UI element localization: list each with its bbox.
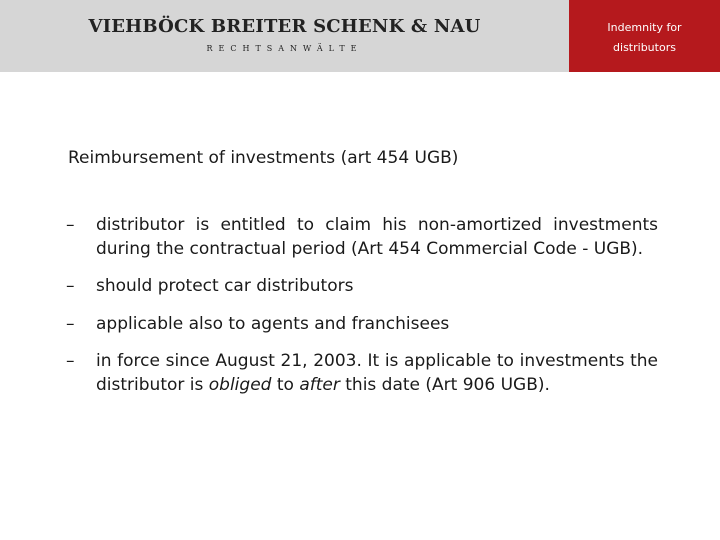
bullet-dash: – bbox=[66, 215, 75, 235]
bullet-item bbox=[66, 214, 658, 261]
bullet-text-part: to bbox=[271, 374, 300, 395]
bullet-item bbox=[66, 275, 658, 299]
emphasis-after: after bbox=[299, 374, 340, 395]
firm-banner bbox=[0, 0, 569, 72]
topic-line-2: distributors bbox=[613, 41, 676, 54]
bullet-item bbox=[66, 313, 658, 337]
topic-banner bbox=[569, 0, 720, 72]
bullet-dash: – bbox=[66, 313, 75, 334]
bullet-text-part: in force since August 21, 2003. It is applicable to investments the distributor is bbox=[96, 351, 658, 395]
bullet-dash: – bbox=[66, 351, 75, 371]
bullet-text: should protect car distributors bbox=[96, 276, 354, 296]
bullet-text: applicable also to agents and franchisees bbox=[96, 313, 450, 334]
firm-subtitle: RECHTSANWÄLTE bbox=[206, 44, 363, 53]
bullet-text: distributor is entitled to claim his non-amortized investments during the contractual period (Art 454 Commercial Code - UGB). bbox=[96, 215, 658, 259]
firm-name: VIEHBÖCK BREITER SCHENK & NAU bbox=[88, 16, 481, 37]
bullet-list bbox=[66, 214, 658, 397]
topic-line-1: Indemnity for bbox=[607, 21, 682, 34]
slide-header bbox=[0, 0, 720, 72]
emphasis-obliged: obliged bbox=[208, 374, 272, 395]
bullet-text bbox=[96, 351, 658, 395]
bullet-dash: – bbox=[66, 276, 75, 296]
bullet-item bbox=[66, 350, 658, 397]
bullet-text-part: this date (Art 906 UGB). bbox=[339, 374, 550, 395]
slide-title: Reimbursement of investments (art 454 UGB) bbox=[68, 148, 459, 168]
